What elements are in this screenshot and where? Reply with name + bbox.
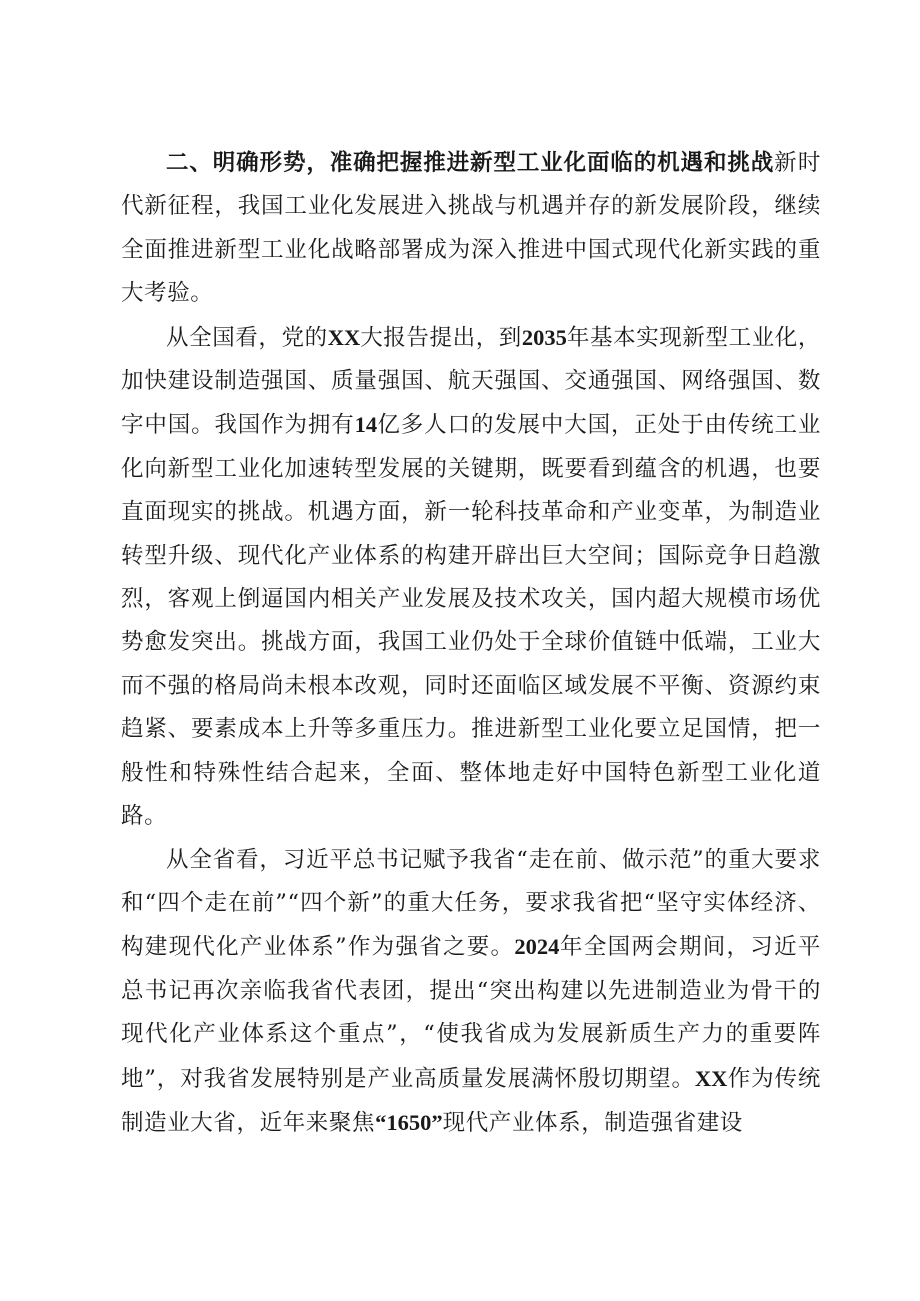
emphasis-text: 2035	[521, 324, 567, 350]
paragraph-2	[121, 316, 821, 839]
paragraph-3	[121, 839, 821, 1146]
emphasis-text: 14	[354, 412, 378, 438]
document-body	[121, 142, 821, 1145]
body-text: 现代产业体系，制造强省建设	[442, 1109, 743, 1136]
emphasis-text: “1650”	[375, 1109, 443, 1135]
section-heading: 二、明确形势，准确把握推进新型工业化面临的机遇和挑战	[166, 150, 775, 176]
body-text: 大报告提出，到	[360, 324, 522, 351]
body-text: 亿多人口的发展中大国，正处于由传统工业化向新型工业化加速转型发展的关键期，既要看到蕴含的机遇，也要直面现实的挑战。机遇方面，新一轮科技革命和产业变革，为制造业转型升级、现代化产业体系的构建开辟出巨大空间；国际竞争日趋激烈，客观上倒逼国内相关产业发展及技术攻关，国内超大规模市场优势愈发突出。挑战方面，我国工业仍处于全球价值链中低端，工业大而不强的格局尚未根本改观，同时还面临区域发展不平衡、资源约束趋紧、要素成本上升等多重压力。推进新型工业化要立足国情，把一般性和特殊性结合起来，全面、整体地走好中国特色新型工业化道路。	[121, 412, 821, 830]
emphasis-text: XX	[694, 1065, 728, 1091]
body-text: 作为传统制造业大省，近年来聚焦	[121, 1065, 821, 1136]
body-text: 年全国两会期间，习近平总书记再次亲临我省代表团，提出“突出构建以先进制造业为骨干的现代化产业体系这个重点”，“使我省成为发展新质生产力的重要阵地”，对我省发展特别是产业高质量发展满怀殷切期望。	[121, 934, 821, 1092]
emphasis-text: 2024	[514, 934, 560, 960]
paragraph-1	[121, 142, 821, 316]
emphasis-text: XX	[327, 324, 361, 350]
body-text: 从全国看，党的	[166, 324, 328, 351]
body-text: 新时代新征程，我国工业化发展进入挑战与机遇并存的新发展阶段，继续全面推进新型工业化战略部署成为深入推进中国式现代化新实践的重大考验。	[121, 150, 821, 307]
body-text: 从全省看，习近平总书记赋予我省“走在前、做示范”的重大要求和“四个走在前”“四个新”的重大任务，要求我省把“坚守实体经济、构建现代化产业体系”作为强省之要。	[121, 846, 821, 961]
body-text: 年基本实现新型工业化，加快建设制造强国、质量强国、航天强国、交通强国、网络强国、数字中国。我国作为拥有	[121, 324, 822, 439]
